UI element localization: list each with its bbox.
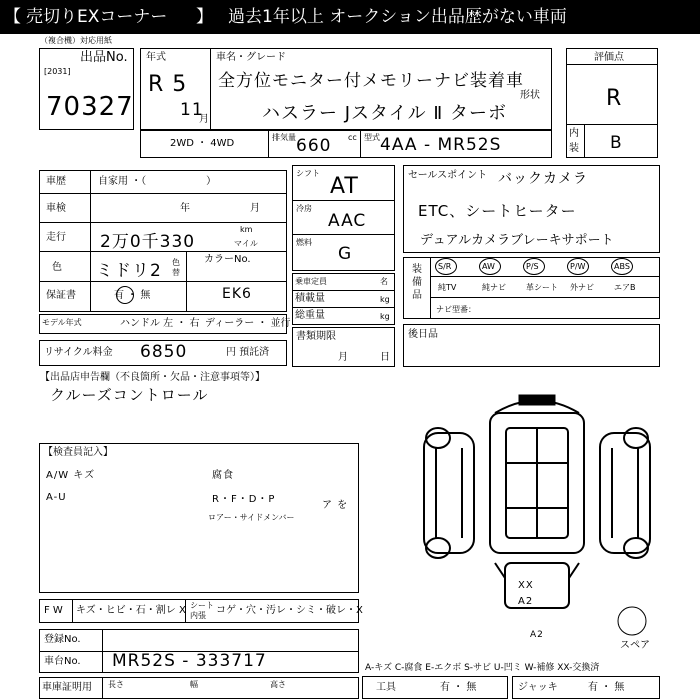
displacement-value: 660 bbox=[296, 136, 332, 156]
wheel-front-right bbox=[624, 428, 648, 448]
length-label: 長さ bbox=[108, 680, 124, 689]
warranty-circle bbox=[116, 286, 134, 304]
seat-text: コゲ・穴・汚レ・シミ・破レ・X bbox=[216, 605, 363, 616]
inspection-year: 年 bbox=[180, 203, 190, 214]
equipment-circle bbox=[479, 258, 501, 275]
equipment-item: P/W bbox=[570, 262, 586, 271]
cc-label: cc bbox=[348, 133, 357, 142]
divider bbox=[39, 281, 287, 282]
fw-text: キズ・ヒビ・石・割レ X bbox=[76, 605, 186, 616]
equipment-item: エアB bbox=[614, 283, 636, 292]
color-no-value: EK6 bbox=[222, 286, 252, 302]
width-label: 幅 bbox=[190, 680, 198, 689]
wheel-rear-left bbox=[426, 538, 450, 558]
model-code: 4AA - MR52S bbox=[380, 135, 502, 155]
color-change-label: 色替 bbox=[172, 258, 180, 277]
car-side-right bbox=[600, 433, 650, 553]
equipment-item: 革シート bbox=[526, 283, 558, 292]
inspector-left1: A/W キズ bbox=[46, 470, 96, 481]
drive-type: 2WD ・ 4WD bbox=[170, 138, 235, 149]
inspection-label: 車検 bbox=[46, 203, 66, 214]
type-label: 型式 bbox=[364, 133, 380, 142]
sales-label: セールスポイント bbox=[408, 170, 488, 181]
color-no-label: カラーNo. bbox=[204, 254, 251, 265]
history-value: 自家用 ・（ ） bbox=[98, 176, 217, 187]
reg-no-label: 登録No. bbox=[44, 634, 81, 645]
model-line1: 全方位モニター付メモリーナビ装着車 bbox=[218, 71, 524, 91]
car-side-left bbox=[424, 433, 474, 553]
front-bumper bbox=[520, 396, 554, 404]
wheel-front-left bbox=[426, 428, 450, 448]
equipment-item: 純TV bbox=[438, 283, 457, 292]
inspector-right3: ロアー・サイドメンバー bbox=[208, 513, 295, 522]
divider bbox=[566, 124, 658, 125]
equipment-item: S/R bbox=[438, 262, 452, 271]
chassis-number: MR52S - 333717 bbox=[112, 651, 267, 671]
warranty-label: 保証書 bbox=[46, 290, 76, 301]
sales-line2: ETC、シートヒーター bbox=[418, 202, 577, 220]
bracket-open: 【 bbox=[4, 7, 21, 27]
equipment-circle bbox=[611, 258, 633, 275]
tools-value: 有 ・ 無 bbox=[440, 682, 477, 693]
interior-label2: 装 bbox=[569, 143, 579, 154]
sales-line3: デュアルカメラブレーキサポート bbox=[420, 233, 614, 248]
fuel-value: G bbox=[338, 244, 353, 264]
divider bbox=[268, 130, 269, 158]
divider bbox=[292, 290, 395, 291]
car-damage-diagram bbox=[410, 388, 660, 658]
mileage-value: 2万0千330 bbox=[100, 232, 196, 252]
divider bbox=[292, 234, 395, 235]
divider bbox=[430, 276, 660, 277]
divider bbox=[292, 200, 395, 201]
mileage-label: 走行 bbox=[46, 232, 66, 243]
mileage-unit: km bbox=[240, 225, 253, 234]
banner-subtitle: 過去1年以上 オークション出品歴がない車両 bbox=[228, 7, 567, 27]
spare-label: スペア bbox=[620, 640, 650, 651]
model-line2: ハスラー Jスタイル Ⅱ ターボ bbox=[262, 103, 507, 124]
shift-label: シフト bbox=[296, 169, 320, 178]
reg-day: 日 bbox=[380, 352, 390, 363]
history-label: 車歴 bbox=[46, 176, 66, 187]
sales-line1: バックカメラ bbox=[498, 171, 588, 187]
damage-mark-xx: XX bbox=[518, 580, 534, 591]
reg-month: 月 bbox=[338, 352, 348, 363]
gross-label: 総重量 bbox=[295, 310, 325, 321]
seat-label2: 内張 bbox=[190, 611, 206, 620]
year-value: R 5 bbox=[148, 72, 188, 97]
interior-label1: 内 bbox=[569, 128, 579, 139]
mileage-unit2: マイル bbox=[234, 239, 258, 248]
damage-legend: A-キズ C-腐食 E-エクボ S-サビ U-凹ミ W-補修 XX-交換済 bbox=[365, 663, 600, 673]
jack-value: 有 ・ 無 bbox=[588, 682, 625, 693]
seat-label1: シート bbox=[190, 601, 214, 610]
shift-value: AT bbox=[330, 174, 359, 199]
notes-title: 【出品店申告欄（不良箇所・欠品・注意事項等）】 bbox=[40, 372, 265, 383]
divider bbox=[292, 307, 395, 308]
sheet-type-note: （複合機）対応用紙 bbox=[40, 36, 112, 45]
navi-model-label: ナビ型番： bbox=[436, 305, 476, 314]
capacity-unit: 名 bbox=[380, 277, 388, 286]
header-banner bbox=[0, 0, 700, 34]
inspection-month: 月 bbox=[250, 203, 260, 214]
bracket-close: 】 bbox=[196, 7, 213, 27]
rating-value: R bbox=[606, 86, 623, 111]
divider bbox=[360, 130, 361, 158]
height-label: 高さ bbox=[270, 680, 286, 689]
recycle-unit: 円 預託済 bbox=[226, 347, 270, 358]
inspector-title: 【検査員記入】 bbox=[43, 447, 113, 458]
later-items-block bbox=[403, 324, 660, 367]
equipment-circle bbox=[435, 258, 457, 275]
later-items-label: 後日品 bbox=[408, 329, 438, 340]
load-unit: kg bbox=[380, 295, 390, 304]
capacity-label: 乗車定員 bbox=[295, 277, 327, 286]
dealer-value: ディーラー ・ 並行 bbox=[205, 318, 291, 329]
ac-value: AAC bbox=[328, 211, 367, 231]
spare-wheel-icon bbox=[618, 607, 646, 635]
color-value: ミドリ2 bbox=[96, 261, 162, 281]
lot-small-code: [2031] bbox=[44, 67, 71, 76]
notes-content: クルーズコントロール bbox=[50, 386, 209, 404]
equipment-item: AW bbox=[482, 262, 495, 271]
tools-label: 工具 bbox=[376, 682, 396, 693]
equipment-item: 純ナビ bbox=[482, 283, 506, 292]
color-label: 色 bbox=[52, 262, 62, 273]
displacement-label: 排気量 bbox=[272, 133, 296, 142]
lot-label: 出品No. bbox=[80, 50, 128, 65]
car-rear bbox=[505, 563, 569, 608]
fw-label: F W bbox=[44, 605, 63, 616]
garage-cert-label: 車庫証明用 bbox=[42, 682, 92, 693]
rating-label: 評価点 bbox=[594, 52, 624, 63]
inspector-left2: A-U bbox=[46, 492, 67, 503]
warranty-value: 有 ・ 無 bbox=[114, 290, 151, 301]
divider bbox=[39, 193, 287, 194]
divider bbox=[430, 297, 660, 298]
model-label: 車名・グレード bbox=[216, 52, 286, 63]
ac-label: 冷房 bbox=[296, 204, 312, 213]
recycle-label: リサイクル料金 bbox=[44, 347, 113, 358]
damage-mark-a2-rear: A2 bbox=[530, 630, 544, 640]
model-year-label: モデル年式 bbox=[42, 318, 82, 327]
corner-title: 売切りEXコーナー bbox=[26, 7, 168, 27]
inspector-right1: 腐食 bbox=[212, 470, 234, 481]
divider bbox=[566, 64, 658, 65]
equipment-circle bbox=[567, 258, 589, 275]
chassis-label: 車台No. bbox=[44, 656, 81, 667]
steering-value: ハンドル 左 ・ 右 bbox=[120, 318, 200, 329]
inspector-right2: R・F・D・P bbox=[212, 494, 276, 505]
divider bbox=[430, 257, 431, 319]
divider bbox=[186, 251, 187, 311]
year-label: 年式 bbox=[146, 52, 166, 63]
divider bbox=[210, 48, 211, 130]
inspector-right-mark: ア を bbox=[322, 500, 349, 511]
lot-number: 70327 bbox=[46, 92, 134, 122]
load-label: 積載量 bbox=[295, 293, 325, 304]
equipment-item: P/S bbox=[526, 262, 539, 271]
divider bbox=[39, 222, 287, 223]
equipment-item: ABS bbox=[614, 262, 630, 271]
reg-period-label: 書類期限 bbox=[296, 331, 336, 342]
divider bbox=[584, 124, 585, 158]
interior-value: B bbox=[610, 133, 623, 153]
damage-mark-a2: A2 bbox=[518, 596, 534, 607]
month-value: 11 bbox=[180, 100, 204, 120]
shape-label: 形状 bbox=[520, 90, 540, 101]
divider bbox=[102, 677, 103, 699]
month-suffix: 月 bbox=[199, 114, 209, 125]
equipment-label: 装備品 bbox=[412, 264, 422, 301]
wheel-rear-right bbox=[624, 538, 648, 558]
equipment-item: 外ナビ bbox=[570, 283, 594, 292]
jack-label: ジャッキ bbox=[518, 682, 558, 693]
fuel-label: 燃料 bbox=[296, 238, 312, 247]
gross-unit: kg bbox=[380, 312, 390, 321]
equipment-circle bbox=[523, 258, 545, 275]
divider bbox=[72, 599, 73, 623]
divider bbox=[90, 170, 91, 312]
recycle-value: 6850 bbox=[140, 342, 188, 362]
